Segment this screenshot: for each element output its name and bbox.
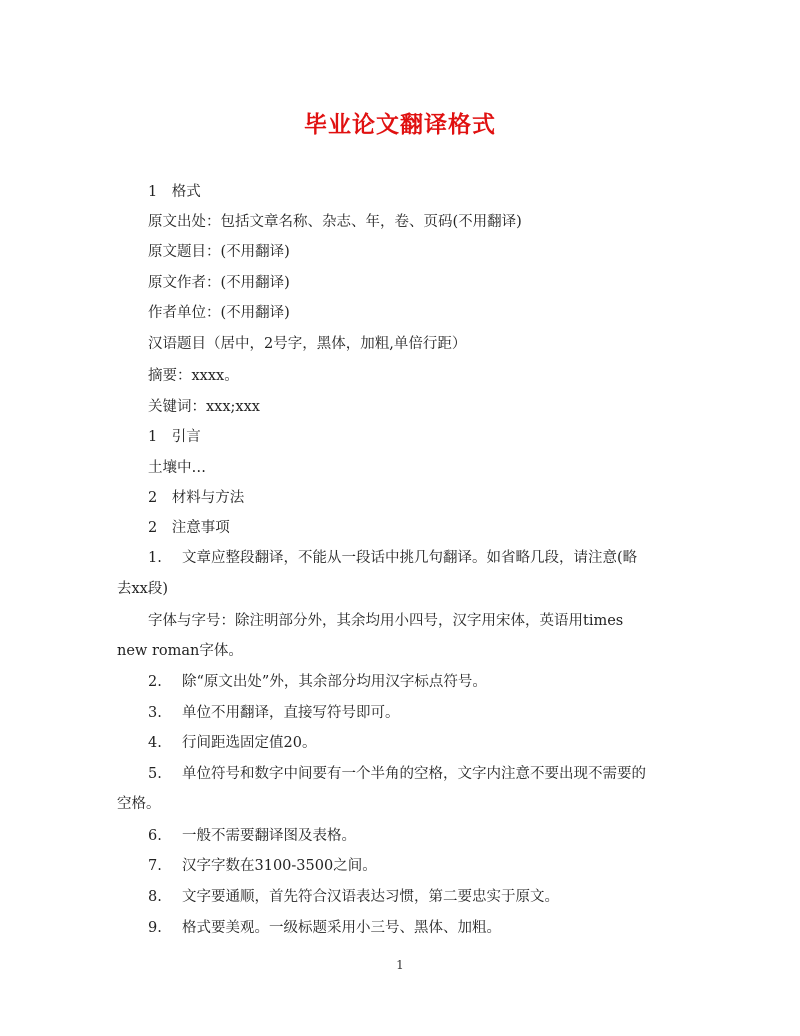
list-item — [148, 916, 501, 937]
source-line: 原文出处：包括文章名称、杂志、年，卷、页码(不用翻译) — [148, 214, 522, 230]
list-item-number: 4. — [148, 735, 162, 751]
list-item-text: 一般不需要翻译图及表格。 — [182, 828, 356, 844]
list-item — [148, 762, 646, 783]
list-item — [148, 670, 487, 691]
soil-line: 土壤中… — [148, 460, 206, 476]
list-item-number: 8. — [148, 889, 162, 905]
list-item — [148, 546, 637, 567]
section-heading-format: 1 格式 — [148, 184, 201, 200]
document-title: 毕业论文翻译格式 — [304, 111, 496, 138]
list-item-text: 文章应整段翻译，不能从一段话中挑几句翻译。如省略几段，请注意(略 — [182, 550, 638, 566]
list-item — [148, 824, 356, 845]
list-item-text: 除“原文出处”外，其余部分均用汉字标点符号。 — [182, 674, 487, 690]
abstract-line: 摘要：xxxx。 — [148, 368, 239, 384]
list-item-continuation: 去xx段) — [117, 581, 169, 597]
list-item-text: 汉字字数在3100-3500之间。 — [182, 858, 377, 874]
list-item-number: 5. — [148, 766, 162, 782]
section-heading-introduction: 1 引言 — [148, 429, 201, 445]
list-item-text: 单位符号和数字中间要有一个半角的空格，文字内注意不要出现不需要的 — [182, 766, 646, 782]
author-affiliation-line: 作者单位：(不用翻译) — [148, 305, 290, 321]
list-item — [148, 885, 559, 906]
list-item-text: 文字要通顺，首先符合汉语表达习惯，第二要忠实于原文。 — [182, 889, 559, 905]
list-item-continuation: 空格。 — [117, 796, 161, 812]
list-item-number: 2. — [148, 674, 162, 690]
section-heading-notes: 2 注意事项 — [148, 520, 230, 536]
chinese-title-line: 汉语题目（居中，2号字，黑体，加粗,单倍行距） — [148, 336, 467, 352]
list-item-text: 单位不用翻译，直接写符号即可。 — [182, 705, 400, 721]
keywords-line: 关键词：xxx;xxx — [148, 399, 260, 415]
section-heading-materials-methods: 2 材料与方法 — [148, 490, 245, 506]
list-item — [148, 609, 623, 630]
list-item-text: 字体与字号：除注明部分外，其余均用小四号，汉字用宋体，英语用times — [148, 613, 624, 629]
list-item-number: 6. — [148, 828, 162, 844]
list-item — [148, 701, 400, 722]
original-author-line: 原文作者：(不用翻译) — [148, 275, 290, 291]
page-number: 1 — [396, 958, 404, 972]
list-item-number: 7. — [148, 858, 162, 874]
list-item-number: 3. — [148, 705, 162, 721]
list-item — [148, 854, 377, 875]
list-item-text: 格式要美观。一级标题采用小三号、黑体、加粗。 — [182, 920, 501, 936]
list-item-text: 行间距选固定值20。 — [182, 735, 317, 751]
list-item-number: 1. — [148, 550, 162, 566]
list-item-number: 9. — [148, 920, 162, 936]
list-item-continuation: new roman字体。 — [117, 643, 243, 659]
original-title-line: 原文题目：(不用翻译) — [148, 244, 290, 260]
list-item — [148, 731, 316, 752]
